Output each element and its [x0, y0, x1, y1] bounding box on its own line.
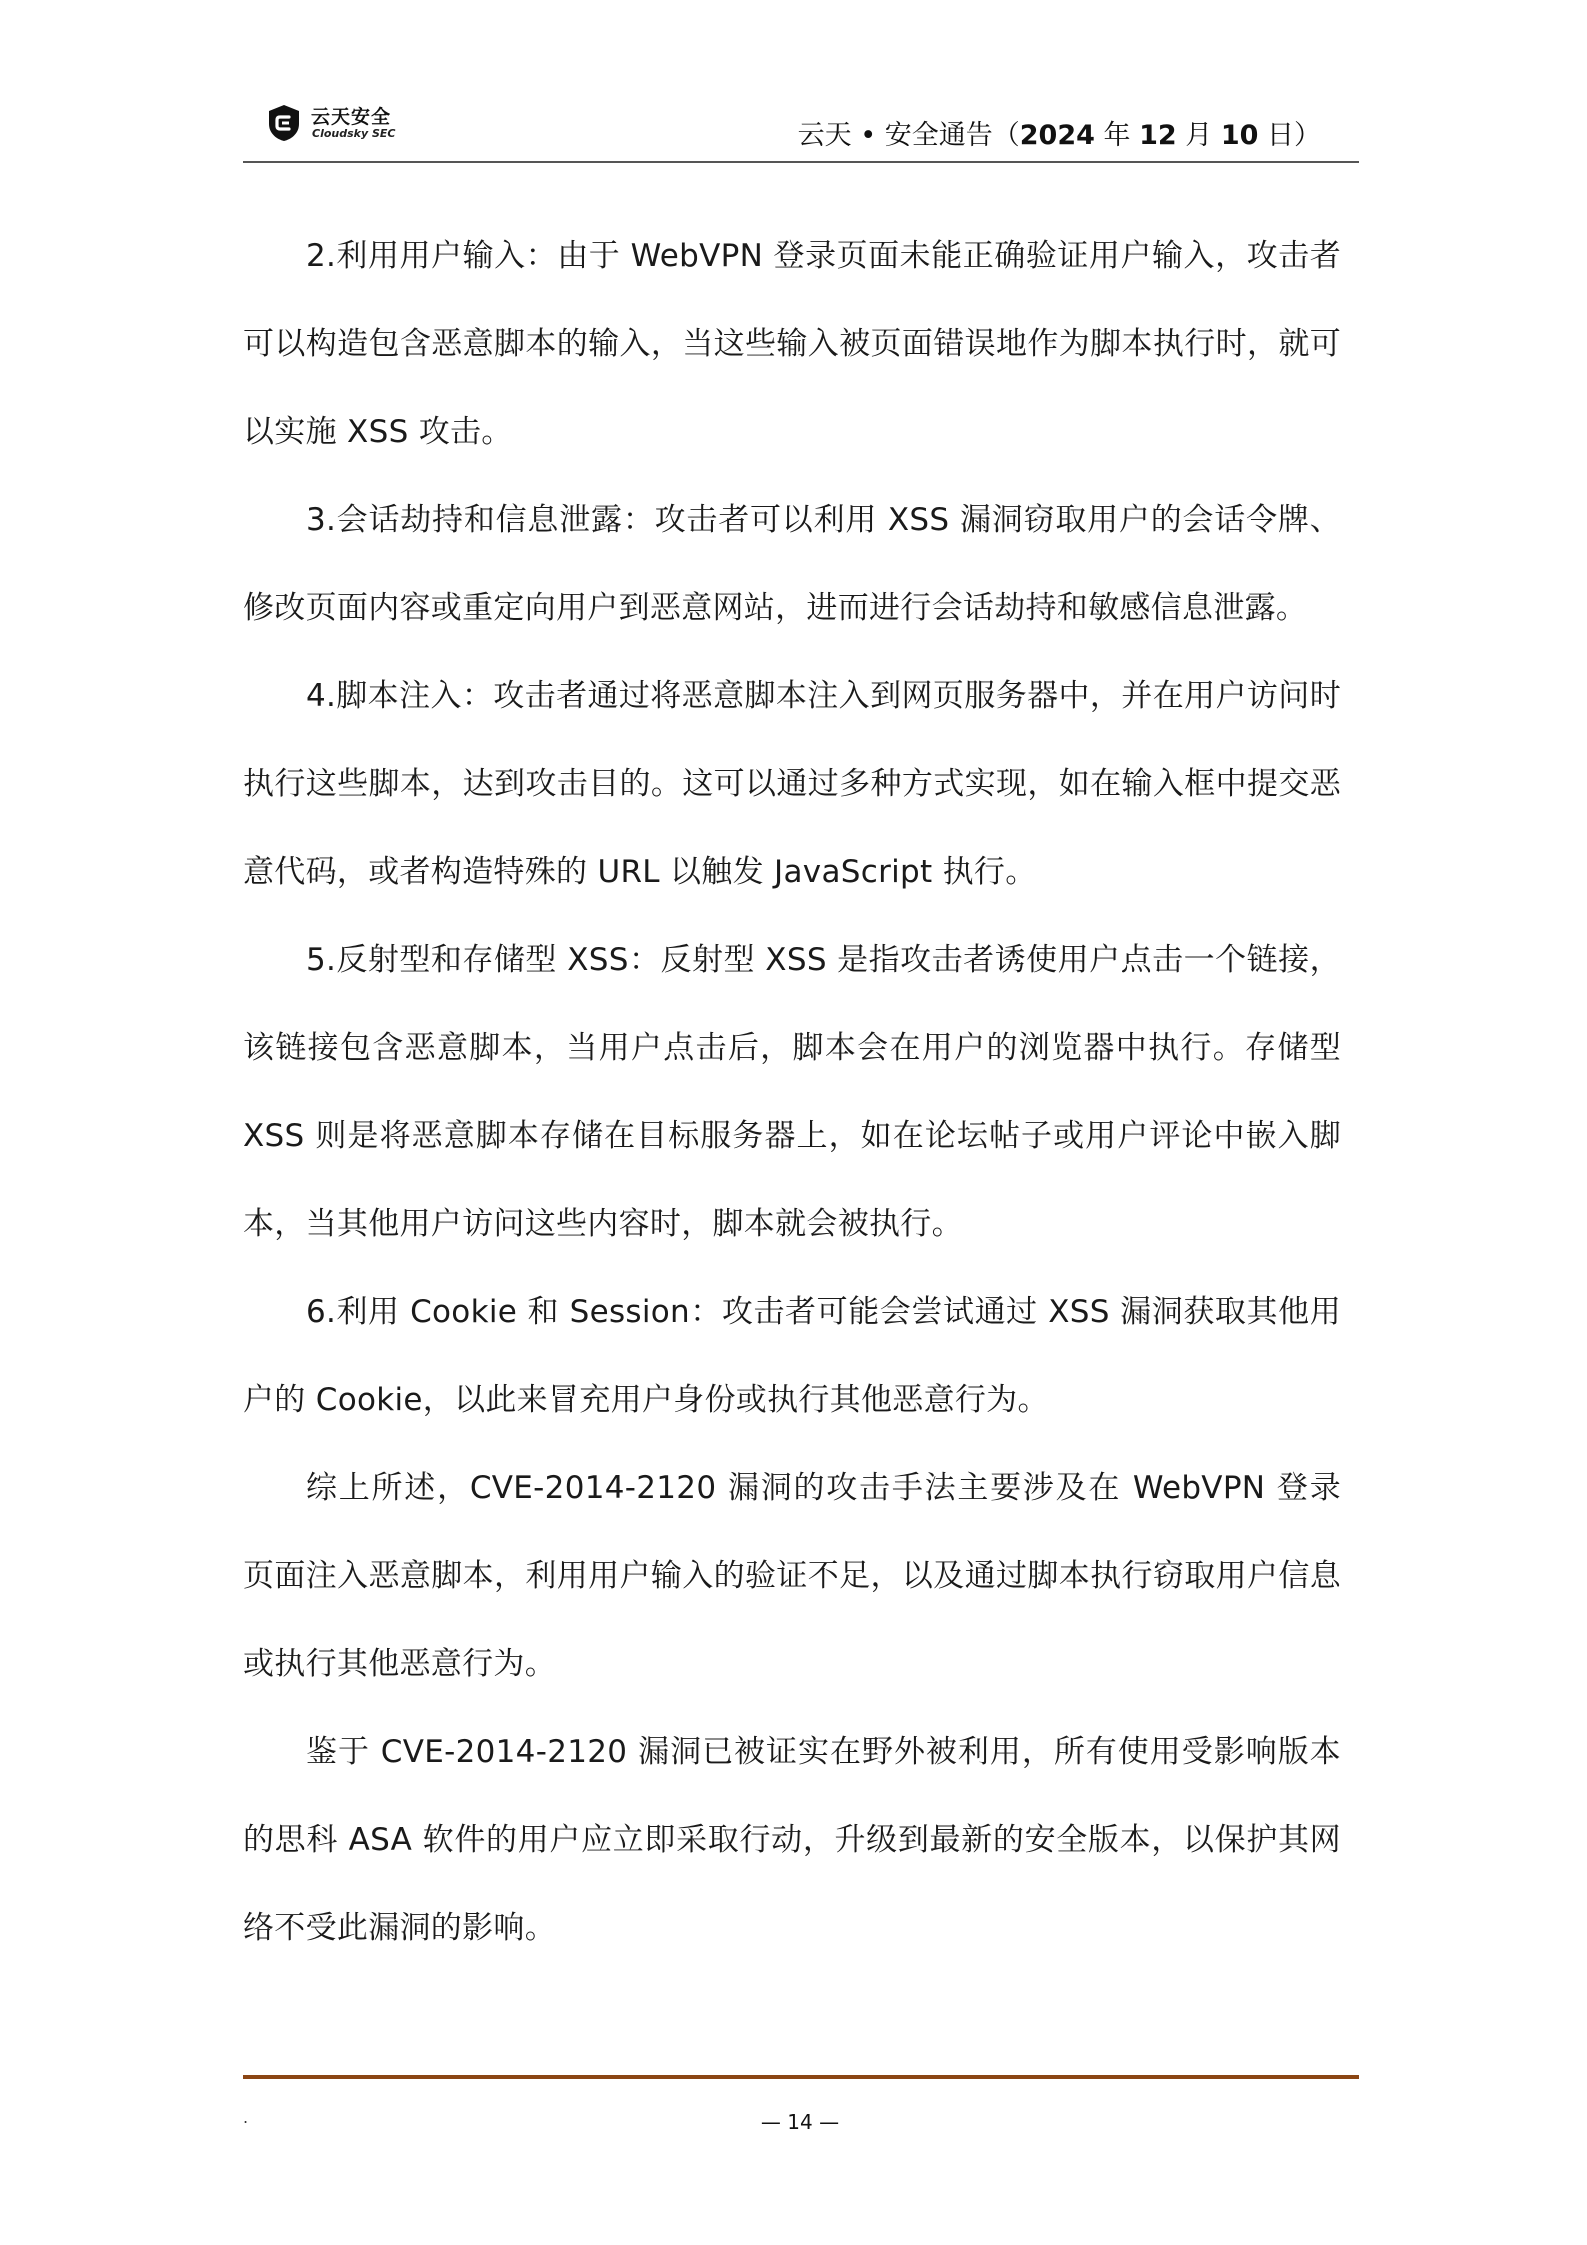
shield-logo-icon	[267, 104, 301, 142]
header-divider	[243, 161, 1359, 163]
footer-dot: .	[243, 2108, 249, 2127]
title-month-unit: 月	[1176, 120, 1221, 151]
company-logo	[267, 100, 437, 146]
logo-chinese-text: 云天安全	[311, 106, 392, 128]
paragraph: 2.利用用户输入：由于 WebVPN 登录页面未能正确验证用户输入，攻击者可以构造包含恶意脚本的输入，当这些输入被页面错误地作为脚本执行时，就可以实施 XSS 攻击。	[243, 238, 1341, 450]
page-number: — 14 —	[760, 2110, 840, 2134]
title-year-unit: 年	[1094, 120, 1140, 151]
paragraph: 综上所述，CVE-2014-2120 漏洞的攻击手法主要涉及在 WebVPN 登录页面注入恶意脚本，利用用户输入的验证不足，以及通过脚本执行窃取用户信息或执行其他恶意行为。	[243, 1470, 1341, 1682]
paragraph: 3.会话劫持和信息泄露：攻击者可以利用 XSS 漏洞窃取用户的会话令牌、修改页面内容或重定向用户到恶意网站，进而进行会话劫持和敏感信息泄露。	[243, 502, 1341, 626]
footer-divider	[243, 2075, 1359, 2079]
title-day-unit: 日）	[1258, 120, 1321, 151]
page-header	[243, 92, 1359, 162]
title-month: 12	[1139, 120, 1177, 151]
paragraph: 6.利用 Cookie 和 Session：攻击者可能会尝试通过 XSS 漏洞获取其他用户的 Cookie，以此来冒充用户身份或执行其他恶意行为。	[243, 1294, 1341, 1418]
body-content	[243, 212, 1341, 1972]
paragraph: 4.脚本注入：攻击者通过将恶意脚本注入到网页服务器中，并在用户访问时执行这些脚本，达到攻击目的。这可以通过多种方式实现，如在输入框中提交恶意代码，或者构造特殊的 URL 以触发 JavaScript 执行。	[243, 678, 1341, 890]
logo-english-text: Cloudsky SEC	[312, 127, 396, 140]
paragraph: 5.反射型和存储型 XSS：反射型 XSS 是指攻击者诱使用户点击一个链接，该链接包含恶意脚本，当用户点击后，脚本会在用户的浏览器中执行。存储型 XSS 则是将恶意脚本存储在目标服务器上，如在论坛帖子或用户评论中嵌入脚本，当其他用户访问这些内容时，脚本就会被执行。	[243, 942, 1341, 1242]
title-prefix: 云天 • 安全通告（	[797, 120, 1020, 151]
paragraph: 鉴于 CVE-2014-2120 漏洞已被证实在野外被利用，所有使用受影响版本的思科 ASA 软件的用户应立即采取行动，升级到最新的安全版本，以保护其网络不受此漏洞的影响。	[243, 1734, 1341, 1946]
title-day: 10	[1220, 120, 1259, 151]
bulletin-title	[798, 113, 1321, 152]
title-year: 2024	[1019, 120, 1095, 151]
